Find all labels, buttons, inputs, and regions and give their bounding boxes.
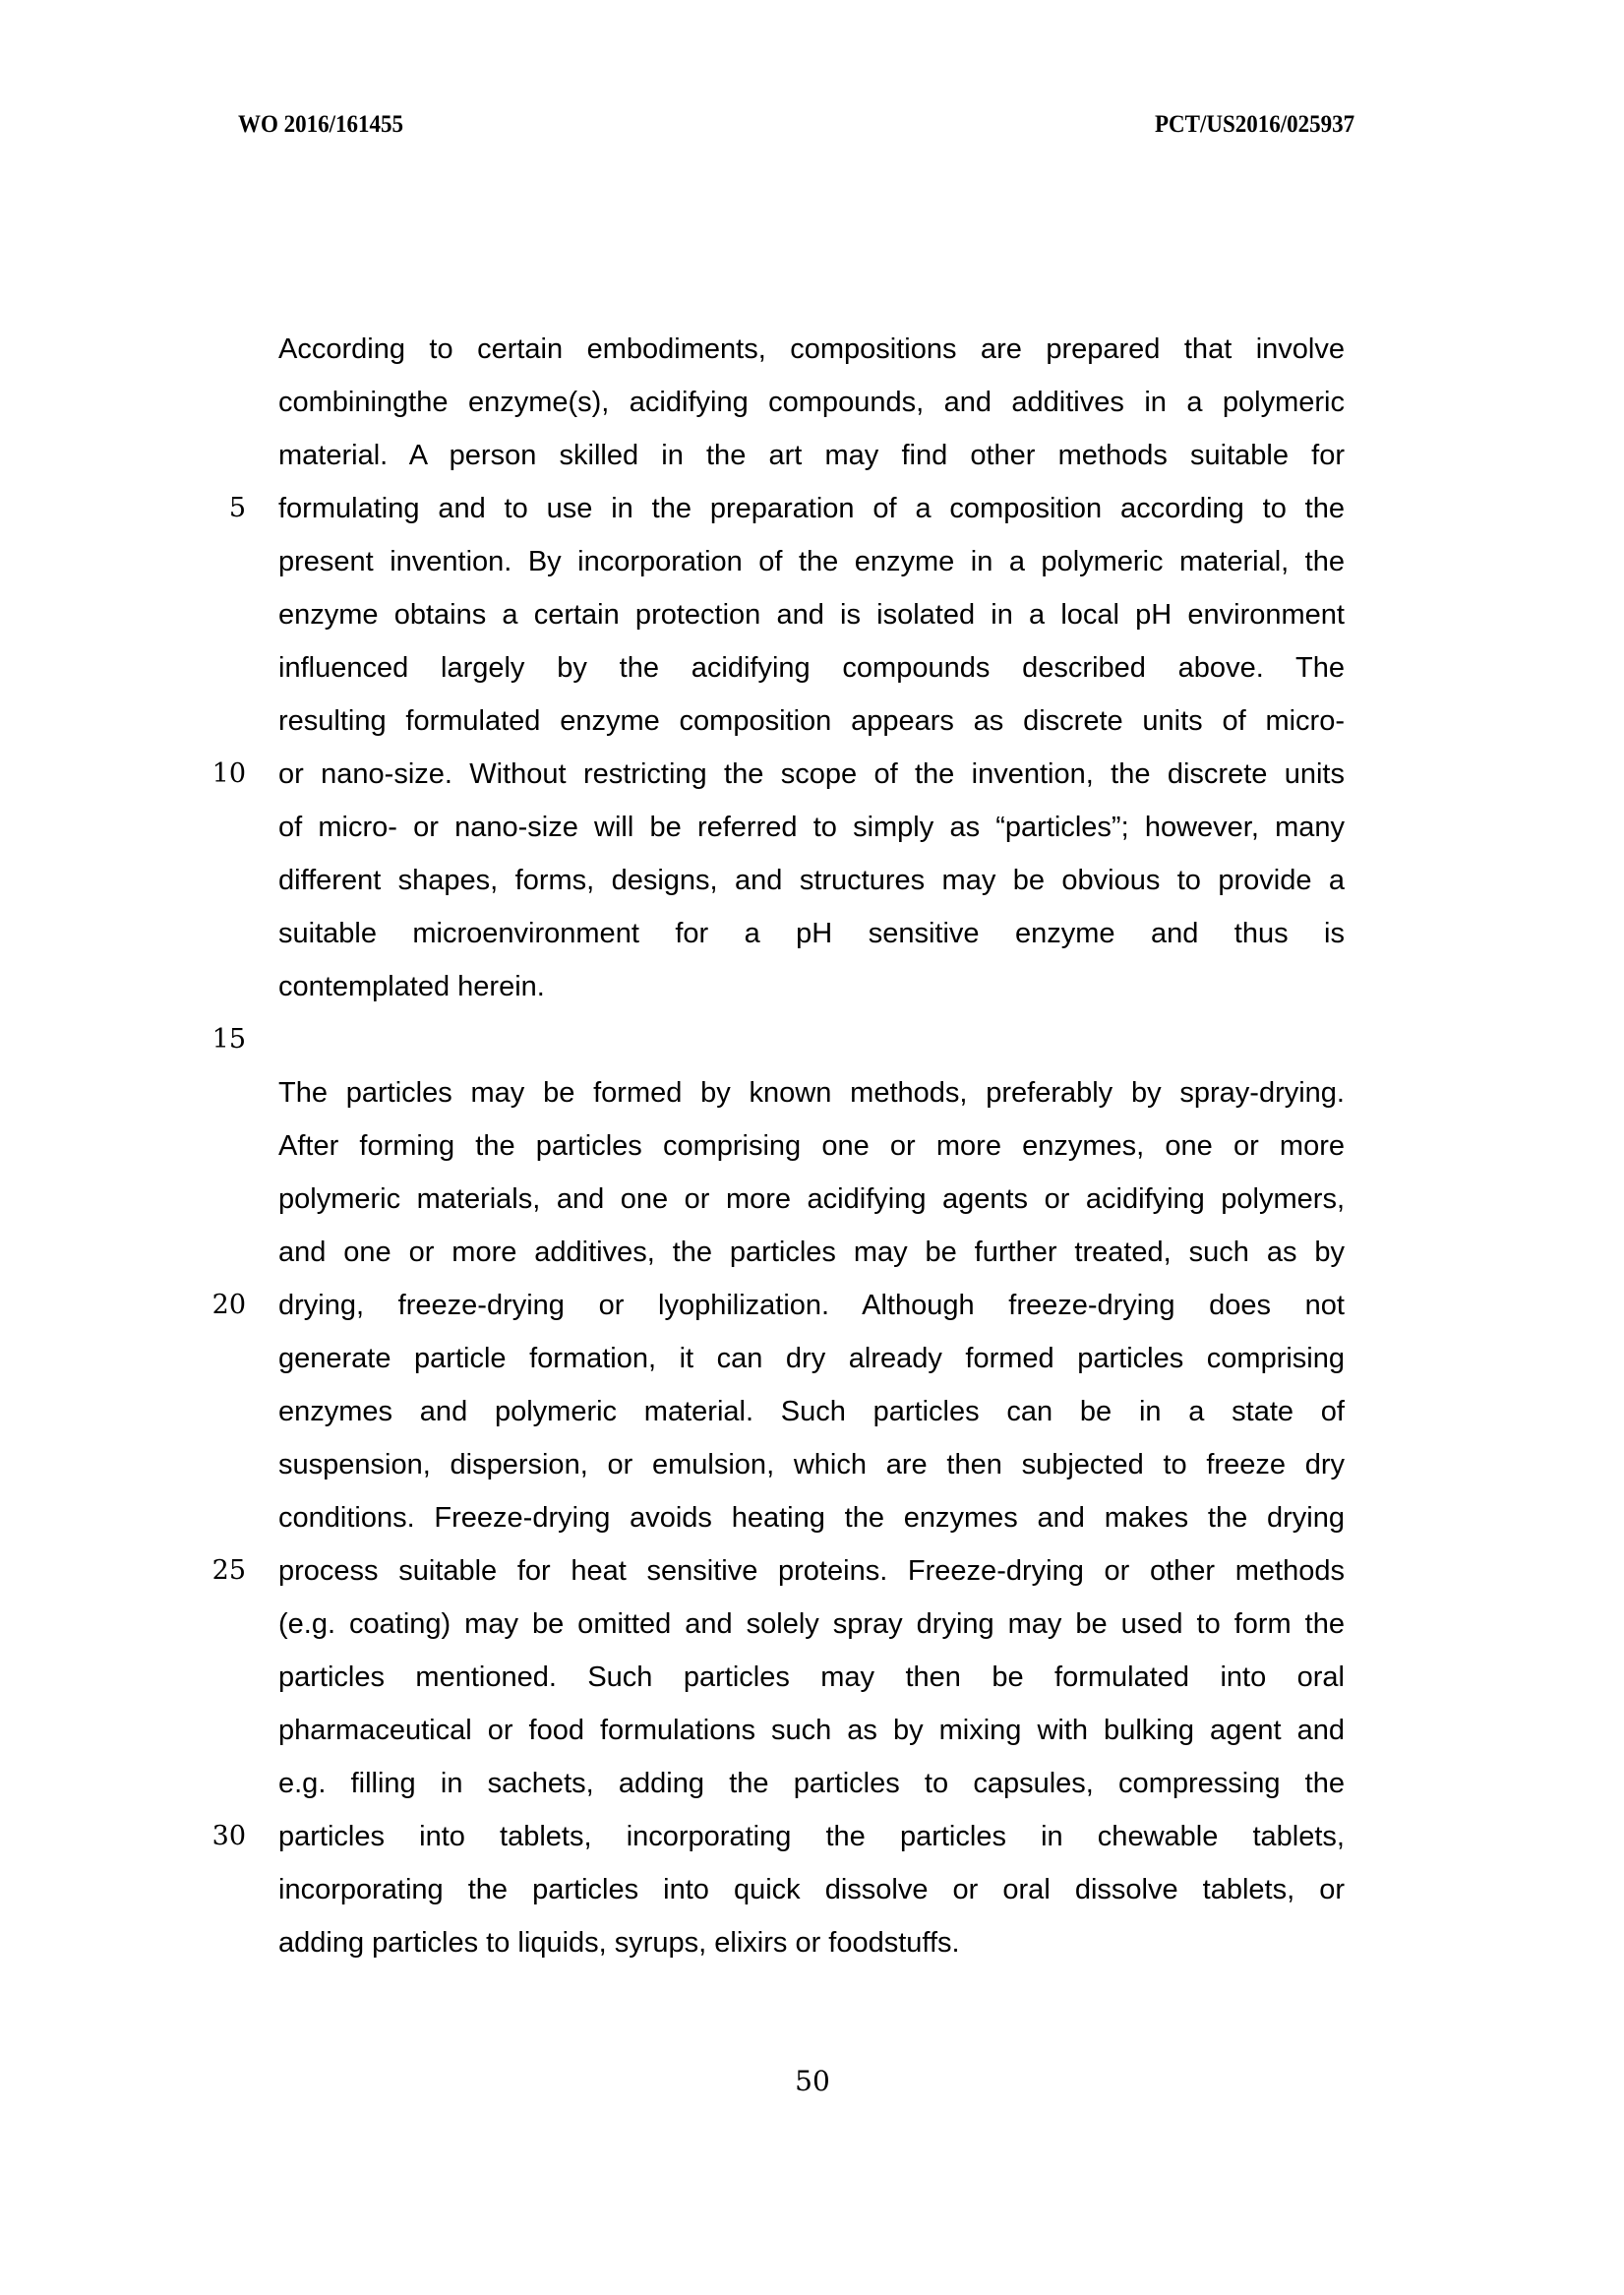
line-number-15: 15: [211, 1024, 246, 1055]
paragraph-line: generate particle formation, it can dry already formed particles comprising: [278, 1343, 1345, 1374]
paragraph-line: The particles may be formed by known methods, preferably by spray-drying.: [278, 1077, 1345, 1109]
paragraph-line: resulting formulated enzyme composition appears as discrete units of micro-: [278, 705, 1345, 737]
paragraph-line: particles mentioned. Such particles may then be formulated into oral: [278, 1661, 1345, 1693]
line-number-25: 25: [211, 1555, 246, 1586]
paragraph-line: influenced largely by the acidifying compounds described above. The: [278, 652, 1345, 684]
paragraph-line: e.g. filling in sachets, adding the particles to capsules, compressing the: [278, 1768, 1345, 1799]
line-number-10: 10: [211, 758, 246, 789]
paragraph-line: adding particles to liquids, syrups, elixirs or foodstuffs.: [278, 1927, 960, 1959]
paragraph-line: incorporating the particles into quick dissolve or oral dissolve tablets, or: [278, 1874, 1345, 1905]
paragraph-line: different shapes, forms, designs, and structures may be obvious to provide a: [278, 865, 1345, 896]
page-number: 50: [795, 2065, 830, 2097]
paragraph-line: formulating and to use in the preparation of a composition according to the: [278, 493, 1345, 524]
line-number-5: 5: [228, 493, 246, 523]
paragraph-line: enzymes and polymeric material. Such particles can be in a state of: [278, 1396, 1345, 1427]
paragraph-line: process suitable for heat sensitive proteins. Freeze-drying or other methods: [278, 1555, 1345, 1587]
paragraph-line: contemplated herein.: [278, 971, 545, 1002]
paragraph-line: suspension, dispersion, or emulsion, which are then subjected to freeze dry: [278, 1449, 1345, 1480]
line-number-30: 30: [211, 1821, 246, 1851]
paragraph-line: polymeric materials, and one or more acidifying agents or acidifying polymers,: [278, 1183, 1345, 1215]
paragraph-line: After forming the particles comprising one or more enzymes, one or more: [278, 1130, 1345, 1162]
paragraph-line: material. A person skilled in the art may find other methods suitable for: [278, 440, 1345, 471]
paragraph-line: present invention. By incorporation of the enzyme in a polymeric material, the: [278, 546, 1345, 577]
paragraph-line: and one or more additives, the particles may be further treated, such as by: [278, 1237, 1345, 1268]
publication-number: WO 2016/161455: [238, 111, 404, 138]
paragraph-line: (e.g. coating) may be omitted and solely spray drying may be used to form the: [278, 1608, 1345, 1640]
application-number: PCT/US2016/025937: [1155, 111, 1355, 138]
paragraph-line: or nano-size. Without restricting the scope of the invention, the discrete units: [278, 758, 1345, 790]
paragraph-line: of micro- or nano-size will be referred to simply as “particles”; however, many: [278, 812, 1345, 843]
paragraph-line: conditions. Freeze-drying avoids heating the enzymes and makes the drying: [278, 1502, 1345, 1534]
paragraph-line: drying, freeze-drying or lyophilization. Although freeze-drying does not: [278, 1290, 1345, 1321]
paragraph-line: pharmaceutical or food formulations such as by mixing with bulking agent and: [278, 1715, 1345, 1746]
paragraph-line: combiningthe enzyme(s), acidifying compounds, and additives in a polymeric: [278, 387, 1345, 418]
line-number-20: 20: [211, 1290, 246, 1320]
paragraph-line: particles into tablets, incorporating the particles in chewable tablets,: [278, 1821, 1345, 1852]
paragraph-line: enzyme obtains a certain protection and is isolated in a local pH environment: [278, 599, 1345, 631]
paragraph-line: According to certain embodiments, compositions are prepared that involve: [278, 333, 1345, 365]
paragraph-line: suitable microenvironment for a pH sensitive enzyme and thus is: [278, 918, 1345, 949]
